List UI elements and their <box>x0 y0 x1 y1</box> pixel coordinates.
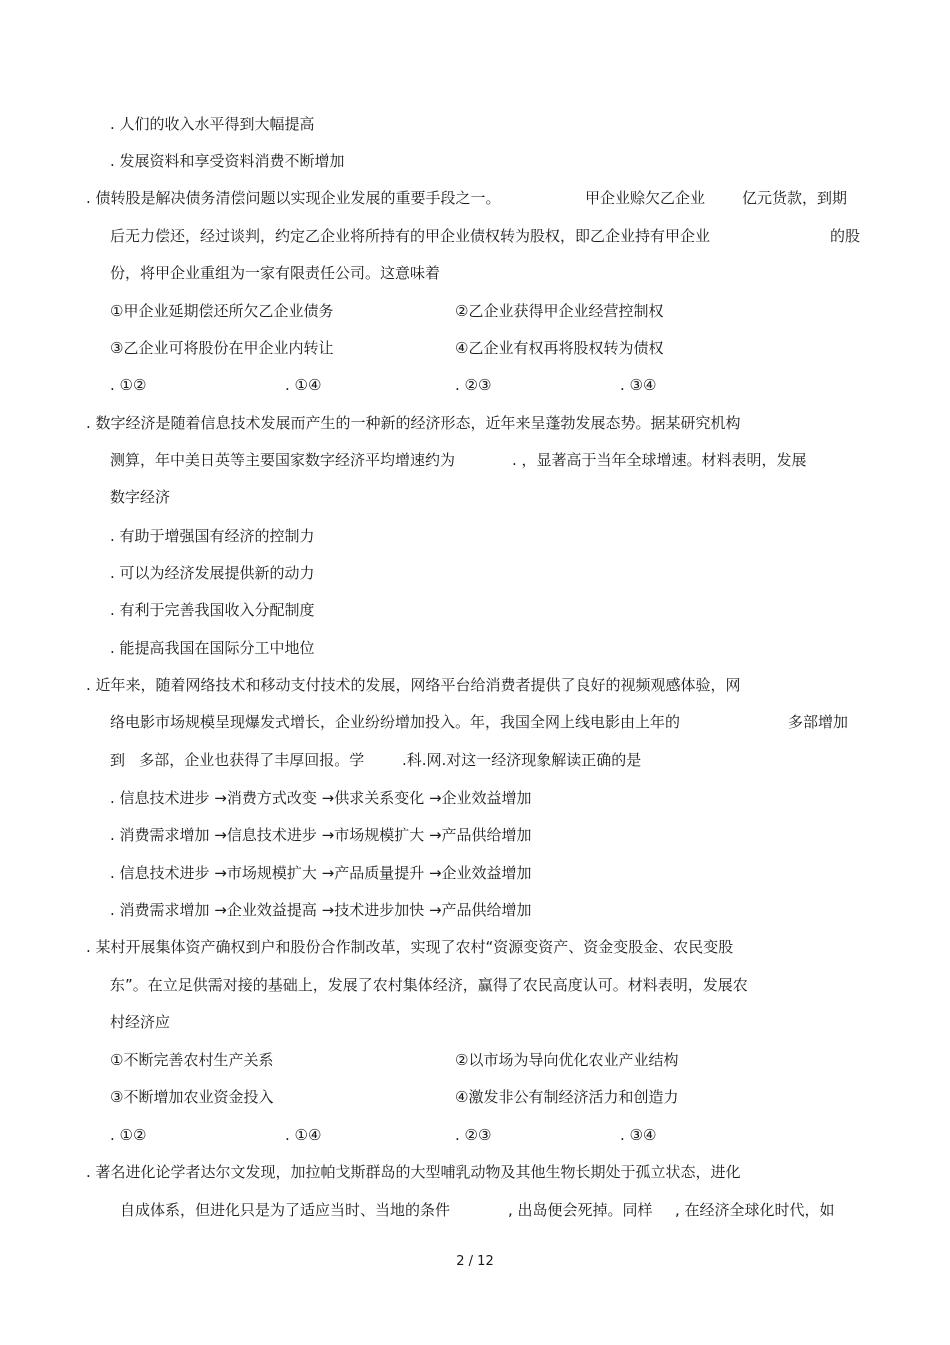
text-line: 后无力偿还，经过谈判，约定乙企业将所持有的甲企业债权转为股权，即乙企业持有甲企业 <box>110 227 711 245</box>
text-line: ④激发非公有制经济活力和创造力 <box>455 1088 679 1106</box>
text-line: 自成体系，但进化只是为了适应当时、当地的条件 <box>120 1201 451 1219</box>
text-line: . 发展资料和享受资料消费不断增加 <box>110 152 345 170</box>
text-line: . 数字经济是随着信息技术发展而产生的一种新的经济形态，近年来呈蓬勃发展态势。据某研究机构 <box>86 414 741 432</box>
text-line: 测算，年中美日英等主要国家数字经济平均增速约为 <box>110 451 456 469</box>
text-line: , 出岛便会死掉。同样 <box>508 1201 653 1219</box>
text-line: . ①② <box>110 1126 147 1144</box>
page-number: 2 / 12 <box>456 1254 494 1269</box>
text-line: . 人们的收入水平得到大幅提高 <box>110 115 315 133</box>
text-line: 甲企业赊欠乙企业 <box>585 189 706 207</box>
text-line: ①甲企业延期偿还所欠乙企业债务 <box>110 302 334 320</box>
text-line: ③乙企业可将股份在甲企业内转让 <box>110 339 334 357</box>
text-line: . 消费需求增加 →企业效益提高 →技术进步加快 →产品供给增加 <box>110 901 532 919</box>
text-line: . 信息技术进步 →市场规模扩大 →产品质量提升 →企业效益增加 <box>110 864 532 882</box>
text-line: . 某村开展集体资产确权到户和股份合作制改革，实现了农村“资源变资产、资金变股金、农民变股 <box>86 938 734 956</box>
text-line: . 信息技术进步 →消费方式改变 →供求关系变化 →企业效益增加 <box>110 789 532 807</box>
text-line: ②以市场为导向优化农业产业结构 <box>455 1051 679 1069</box>
text-line: . 消费需求增加 →信息技术进步 →市场规模扩大 →产品供给增加 <box>110 826 532 844</box>
text-line: ②乙企业获得甲企业经营控制权 <box>455 302 664 320</box>
text-line: . 著名进化论学者达尔文发现，加拉帕戈斯群岛的大型哺乳动物及其他生物长期处于孤立状态，进化 <box>86 1163 741 1181</box>
text-line: ④乙企业有权再将股权转为债权 <box>455 339 664 357</box>
text-line: . 有助于增强国有经济的控制力 <box>110 527 315 545</box>
text-line: 的股 <box>830 227 861 245</box>
text-line: . ①④ <box>285 1126 322 1144</box>
text-line: 东”。在立足供需对接的基础上，发展了农村集体经济，赢得了农民高度认可。材料表明，发展农 <box>110 976 748 994</box>
text-line: . 可以为经济发展提供新的动力 <box>110 564 315 582</box>
text-line: 到 多部，企业也获得了丰厚回报。学 <box>110 751 365 769</box>
text-line: 村经济应 <box>110 1013 171 1031</box>
text-line: 络电影市场规模呈现爆发式增长，企业纷纷增加投入。年，我国全网上线电影由上年的 <box>110 713 681 731</box>
text-line: ③不断增加农业资金投入 <box>110 1088 274 1106</box>
text-line: ①不断完善农村生产关系 <box>110 1051 274 1069</box>
text-line: . ①④ <box>285 376 322 394</box>
text-line: . 债转股是解决债务清偿问题以实现企业发展的重要手段之一。 <box>86 189 501 207</box>
text-line: . 有利于完善我国收入分配制度 <box>110 601 315 619</box>
text-line: . ，显著高于当年全球增速。材料表明，发展 <box>512 451 807 469</box>
text-line: . ①② <box>110 376 147 394</box>
text-line: , 在经济全球化时代，如 <box>675 1201 835 1219</box>
text-line: . 能提高我国在国际分工中地位 <box>110 639 315 657</box>
text-line: . ②③ <box>455 376 492 394</box>
text-line: 多部增加 <box>788 713 849 731</box>
text-line: . ③④ <box>620 376 657 394</box>
text-line: . ③④ <box>620 1126 657 1144</box>
text-line: 亿元货款，到期 <box>742 189 848 207</box>
text-line: 份，将甲企业重组为一家有限责任公司。这意味着 <box>110 264 441 282</box>
text-line: . 近年来，随着网络技术和移动支付技术的发展，网络平台给消费者提供了良好的视频观感体验，网 <box>86 676 741 694</box>
text-line: 数字经济 <box>110 488 171 506</box>
text-line: . ②③ <box>455 1126 492 1144</box>
text-line: .科.网.对这一经济现象解读正确的是 <box>402 751 642 769</box>
